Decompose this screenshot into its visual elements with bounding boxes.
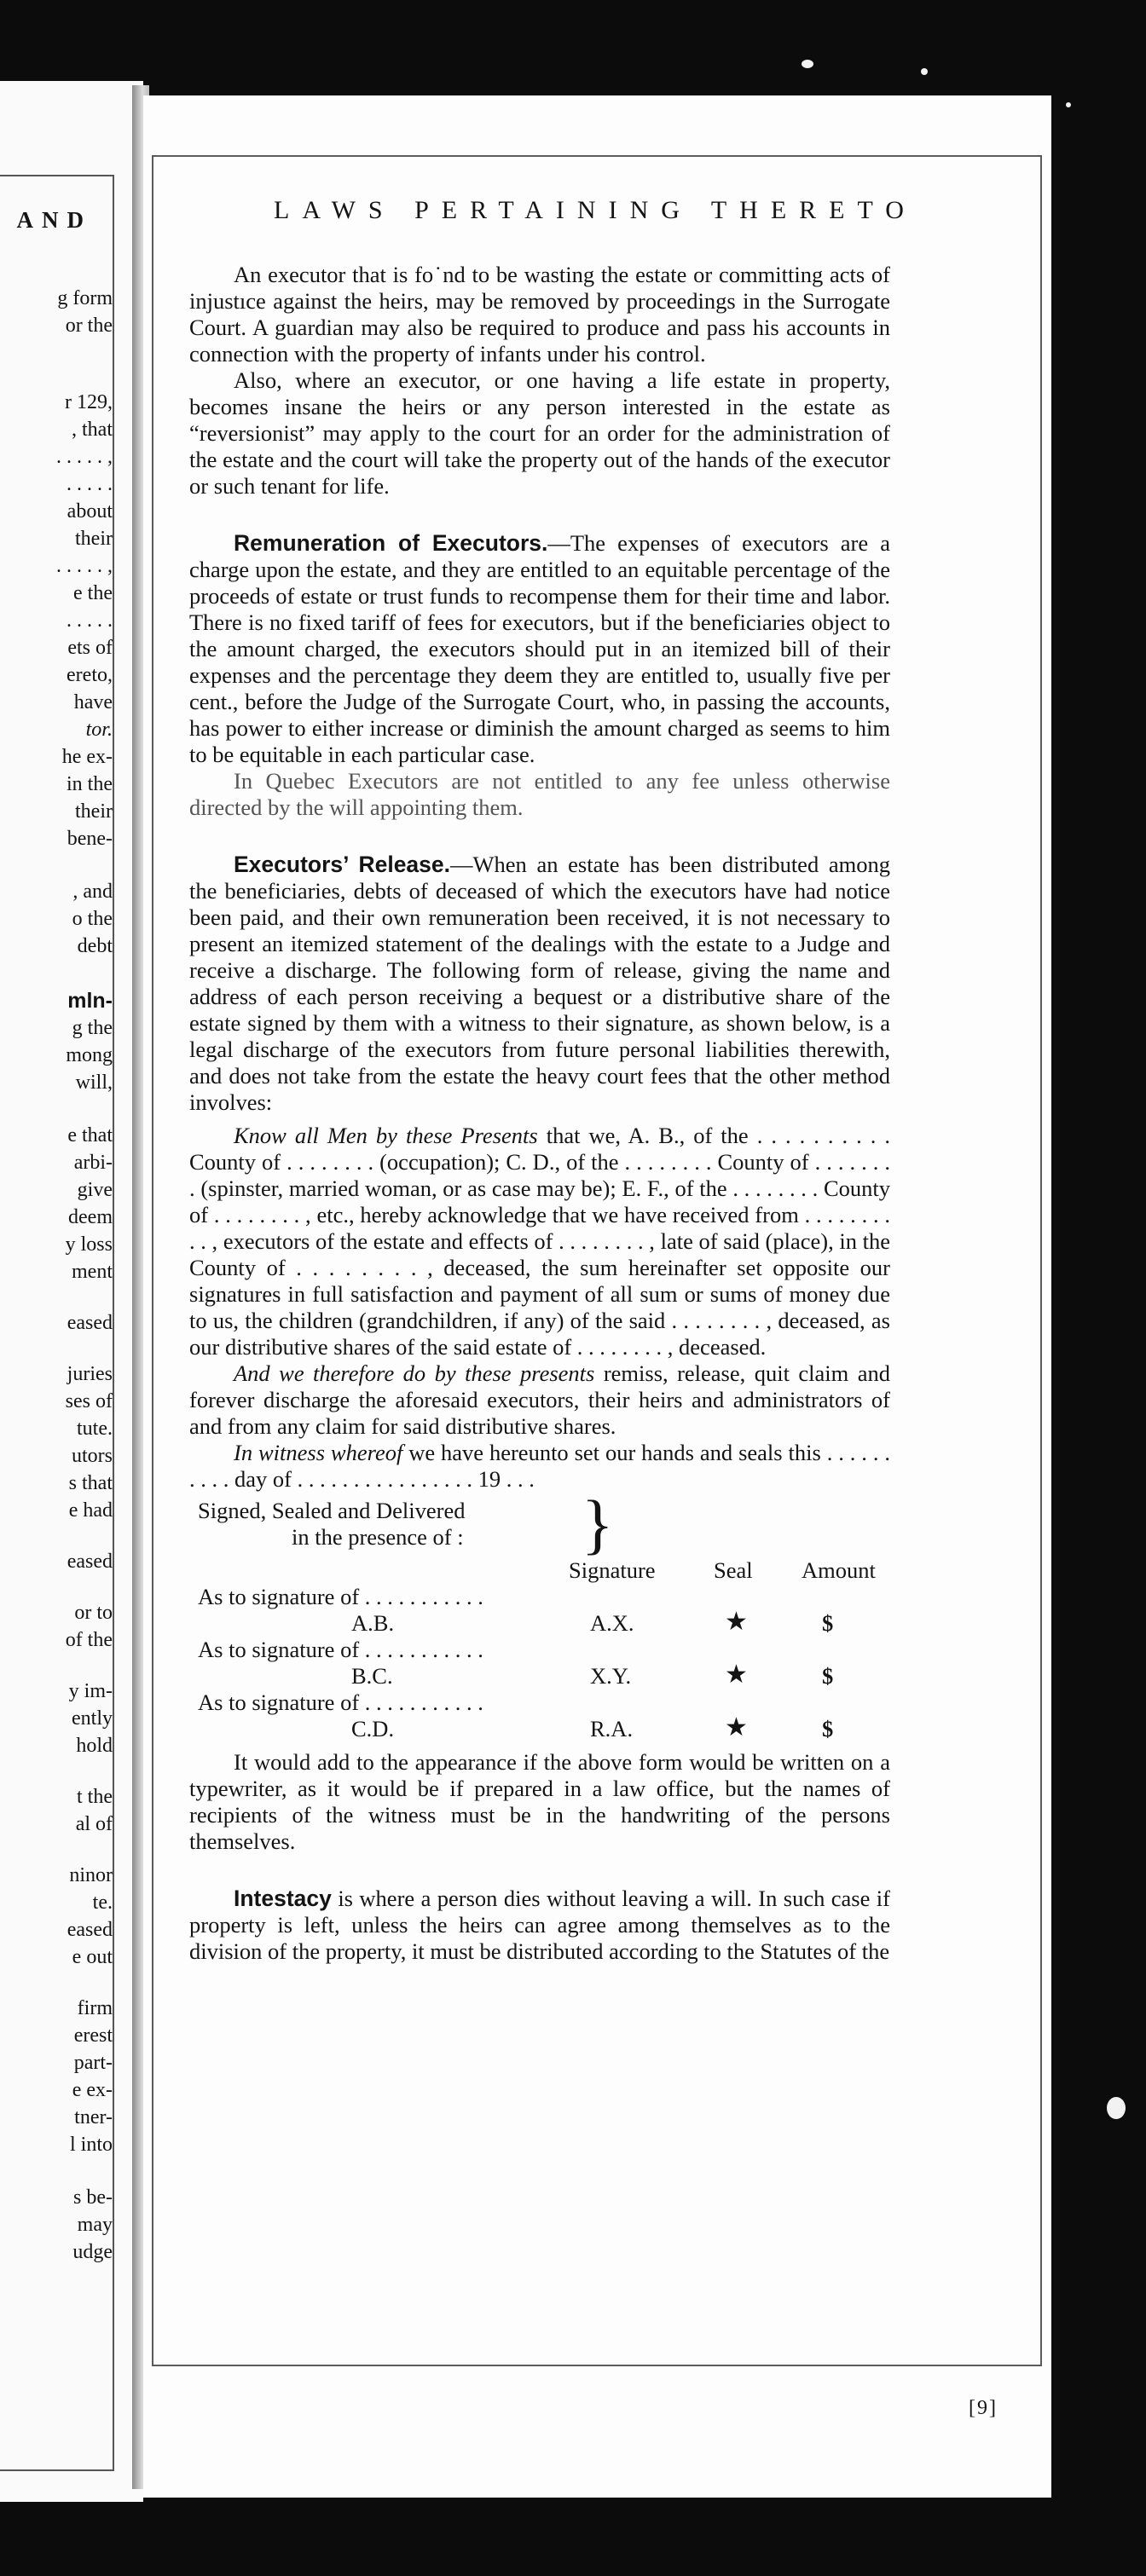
form2-intro: And we therefore do by these presents <box>234 1360 595 1386</box>
left-page-line: ereto, <box>67 664 113 686</box>
left-page-line: . . . . . <box>67 473 113 495</box>
signer-row <box>189 1713 890 1742</box>
left-page-line: ninor <box>69 1864 113 1886</box>
section-text-remuneration: —The expenses of executors are a charge upon the estate, and they are entitled to an equitable percentage of the proceeds of estate or trust funds to recompense them for their time and labor. There is no fixed tariff of fees for executors, but if the beneficiaries object to the amount charged, the executors should put in an itemized bill of their expenses and the percentage they deem they are entitled to, usually five per cent., before the Judge of the Surrogate Court, who, in passing the accounts, has power to either increase or diminish the amount charged as seems to him to be equitable in each particular case. <box>189 530 890 767</box>
dust-speck <box>921 68 928 75</box>
section-heading-remuneration: Remuneration of Executors. <box>234 530 548 556</box>
typewriter-note: It would add to the appearance if the above form would be written on a typewriter, as it would be if prepared in a law office, but the names of recipients of the witness must be in the handwriting of the persons themselves. <box>189 1749 890 1854</box>
left-page-line: in the <box>67 773 113 795</box>
as-to-signature-label: As to signature of . . . . . . . . . . . <box>198 1689 483 1715</box>
left-page-line: bene- <box>67 828 113 850</box>
left-page-line: te. <box>92 1892 113 1914</box>
signer-name: B.C. <box>351 1663 393 1689</box>
witness-signature: X.Y. <box>590 1663 632 1689</box>
left-page-line: will, <box>75 1071 113 1094</box>
release-form-paragraph <box>189 1123 890 1360</box>
amount-dollar: $ <box>822 1716 834 1741</box>
col-seal: Seal <box>714 1557 753 1583</box>
signature-table-header <box>189 1557 890 1584</box>
dust-speck <box>1066 102 1071 107</box>
as-to-signature-label: As to signature of . . . . . . . . . . . <box>198 1584 483 1609</box>
signer-name: C.D. <box>351 1716 395 1741</box>
left-page-line: g the <box>72 1017 113 1039</box>
section-remuneration <box>189 530 890 768</box>
left-page-line: give <box>77 1179 113 1201</box>
seal-star-icon: ★ <box>725 1608 748 1636</box>
witness-signature: A.X. <box>590 1610 634 1636</box>
left-page-line: e the <box>73 582 113 604</box>
left-page-line: their <box>75 528 113 550</box>
signer-name: A.B. <box>351 1610 395 1636</box>
form-intro: Know all Men by these Presents <box>234 1123 538 1148</box>
form2-text: remiss, release, quit claim and forever discharge the aforesaid executors, their heirs and administrators of and from any claim for said distributive shares. <box>189 1360 890 1439</box>
left-page-line: y im- <box>68 1680 113 1702</box>
dust-speck <box>802 60 813 68</box>
left-page-line: ently <box>72 1707 113 1730</box>
seal-star-icon: ★ <box>725 1713 748 1741</box>
left-page-line: . . . . . , <box>56 555 113 577</box>
col-signature: Signature <box>569 1557 656 1583</box>
section-text-intestacy: is where a person dies without leaving a will. In such case if property is left, unless the heirs can agree among themselves as to the division of the property, it must be distributed according to the Statutes of the <box>189 1886 890 1964</box>
left-page-line: utors <box>72 1445 113 1467</box>
col-amount: Amount <box>802 1557 876 1583</box>
left-page-line: ment <box>72 1261 113 1283</box>
amount-dollar: $ <box>822 1663 834 1689</box>
left-page-line: eased <box>67 1919 113 1941</box>
seal-star-icon: ★ <box>725 1661 748 1689</box>
left-page-line: debt <box>77 935 113 957</box>
signer-as-to-row <box>189 1637 890 1663</box>
left-page-line: eased <box>67 1312 113 1334</box>
left-page-line: e ex- <box>72 2079 113 2101</box>
witness-paragraph <box>189 1440 890 1493</box>
left-page-fragment <box>0 81 143 2502</box>
paragraph-executor-removal: An executor that is fo˙nd to be wasting the estate or committing acts of injustıce against the heirs, may be removed by proceedings in the Surrogate Court. A guardian may also be required to produce and pass his accounts in connection with the property of infants under his control. <box>189 262 890 367</box>
left-page-line: l into <box>69 2134 113 2156</box>
signed-sealed-label: Signed, Sealed and Delivered <box>198 1498 466 1523</box>
page <box>143 95 1051 2498</box>
left-page-line: he ex- <box>61 746 113 768</box>
witness-text: we have hereunto set our hands and seals this . . . . . . . . . . day of . . . . . . . . . . . . . . . . 19 . . . <box>189 1440 890 1492</box>
left-page-line: e had <box>68 1499 113 1522</box>
left-page-line: s that <box>68 1472 113 1494</box>
signer-as-to-row <box>189 1689 890 1716</box>
left-page-line: , that <box>72 419 113 441</box>
paragraph-insanity: Also, where an executor, or one having a life estate in property, becomes insane the heirs or any person interested in the estate as “reversionist” may apply to the court for an order for the administration of the estate and the court will take the property out of the hands of the executor or such tenant for life. <box>189 367 890 499</box>
brace-icon: } <box>582 1487 614 1561</box>
witness-signature: R.A. <box>590 1716 634 1741</box>
left-page-line: arbi- <box>73 1152 113 1174</box>
section-release <box>189 852 890 1116</box>
signature-block <box>189 1487 890 1742</box>
left-page-line: erest <box>73 2024 113 2047</box>
left-page-line: mong <box>66 1044 113 1066</box>
left-page-line: tute. <box>77 1418 113 1440</box>
form-text: that we, A. B., of the . . . . . . . . . . County of . . . . . . . . (occupation); C. D., of the . . . . . . . . County of . . . . . . . . (spinster, married woman, or as case may be); E. F., of the . . . . . . . . County of . . . . . . . . , etc., hereby acknowledge that we have received from . . . . . . . . . . , executors of the estate and effects of . . . . . . . . , late of said (place), in the County of . . . . . . . . , deceased, the sum hereinafter set opposite our signatures in full satisfaction and payment of all sum or sums of money due to us, the children (grandchildren, if any) of the said . . . . . . . . , deceased, as our distributive shares of the said estate of . . . . . . . . , deceased. <box>189 1123 891 1360</box>
left-page-line: s be- <box>73 2186 113 2209</box>
body-text <box>189 262 890 1965</box>
left-page-line: t the <box>77 1786 113 1808</box>
left-page-line: r 129, <box>65 391 113 413</box>
left-running-head: AND <box>16 207 92 233</box>
left-page-line: of the <box>65 1629 113 1651</box>
left-page-line: have <box>73 691 113 713</box>
left-page-line: tor. <box>85 719 113 741</box>
left-page-line: juries <box>67 1363 113 1385</box>
presence-label: in the presence of : <box>292 1524 464 1550</box>
left-page-line: or the <box>65 315 113 337</box>
as-to-signature-label: As to signature of . . . . . . . . . . . <box>198 1637 483 1662</box>
left-page-line: part- <box>73 2052 113 2074</box>
left-page-line: may <box>77 2214 113 2236</box>
left-page-line: . . . . . , <box>56 446 113 468</box>
left-page-line: eased <box>67 1551 113 1573</box>
left-page-line: mln- <box>67 989 113 1013</box>
presence-row <box>189 1524 890 1551</box>
left-page-line: e out <box>72 1946 113 1968</box>
signer-row <box>189 1663 890 1689</box>
left-page-line: . . . . . <box>67 609 113 632</box>
left-page-line: al of <box>75 1813 113 1835</box>
witness-intro: In witness whereof <box>234 1440 403 1465</box>
section-heading-intestacy: Intestacy <box>234 1886 332 1911</box>
release-discharge-paragraph <box>189 1360 890 1440</box>
left-page-line: udge <box>72 2241 113 2263</box>
signer-as-to-row <box>189 1584 890 1610</box>
page-number: [9] <box>969 2397 998 2419</box>
left-page-line: tner- <box>74 2106 113 2128</box>
amount-dollar: $ <box>822 1610 834 1636</box>
left-page-line: , and <box>72 881 113 903</box>
left-page-line: about <box>67 500 113 523</box>
left-page-line: ets of <box>67 637 113 659</box>
section-heading-release: Executors’ Release. <box>234 852 451 877</box>
left-page-line: deem <box>68 1206 113 1228</box>
left-page-line: or to <box>74 1602 113 1624</box>
left-page-line: their <box>75 800 113 823</box>
left-page-line: e that <box>67 1124 113 1146</box>
left-page-line: ses of <box>65 1390 113 1412</box>
paragraph-quebec: In Quebec Executors are not entitled to any fee unless otherwise directed by the will appointing them. <box>189 768 890 820</box>
left-page-line: y loss <box>65 1233 113 1256</box>
left-page-line: g form <box>57 287 113 309</box>
signer-row <box>189 1610 890 1637</box>
section-text-release: —When an estate has been distributed among the beneficiaries, debts of deceased of which the executors have had notice been paid, and their own remuneration been received, it is not necessary to present an itemized statement of the dealings with the estate to a Judge and receive a discharge. The following form of release, giving the name and address of each person receiving a bequest or a distributive share of the estate signed by them with a witness to their signature, as shown below, is a legal discharge of the executors from future personal liabilities therewith, and does not take from the estate the heavy court fees that the other method involves: <box>189 852 890 1115</box>
running-head: LAWS PERTAINING THERETO <box>274 196 917 224</box>
left-page-line: firm <box>77 1997 113 2019</box>
signers-list <box>189 1584 890 1742</box>
left-page-line: hold <box>76 1735 113 1757</box>
dust-speck <box>1107 2097 1126 2119</box>
left-page-line: o the <box>72 908 113 930</box>
section-intestacy <box>189 1886 890 1965</box>
